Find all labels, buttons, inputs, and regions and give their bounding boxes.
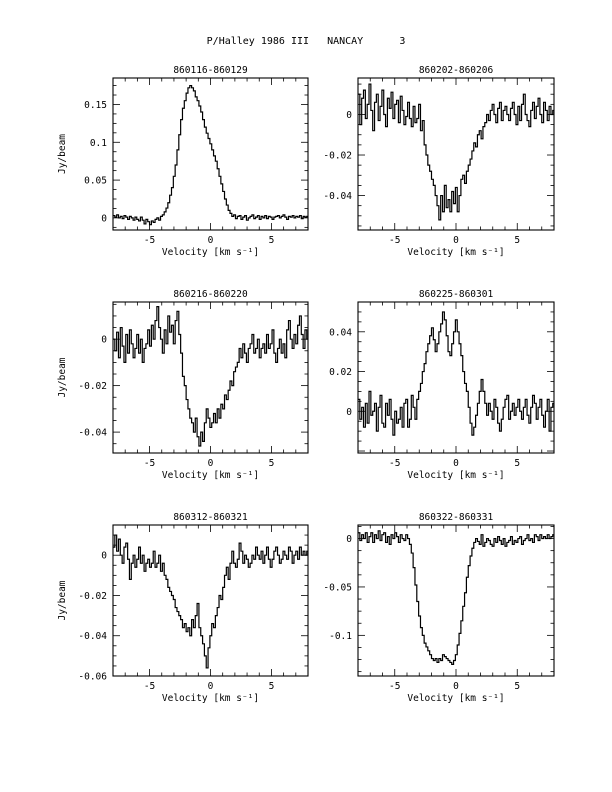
y-tick-label: -0.04	[323, 191, 352, 203]
spectrum-series	[358, 531, 555, 665]
chart-panel-4	[329, 289, 555, 481]
plot-frame	[113, 78, 308, 230]
x-axis-label: Velocity [km s⁻¹]	[161, 693, 260, 704]
x-tick-label: 5	[514, 458, 521, 469]
y-tick-label: 0	[101, 334, 107, 346]
x-axis-label: Velocity [km s⁻¹]	[407, 247, 505, 258]
y-tick-label: -0.02	[78, 381, 107, 393]
plot-frame	[113, 525, 308, 676]
spectrum-series	[113, 307, 309, 446]
y-tick-label: 0.1	[89, 137, 107, 149]
x-tick-label: 5	[268, 458, 275, 469]
chart-panel-5	[57, 512, 309, 704]
y-axis-label: Jy/beam	[57, 580, 68, 621]
y-tick-label: -0.05	[323, 582, 352, 594]
panel-title: 860202-860206	[418, 65, 494, 76]
page-title: P/Halley 1986 III NANCAY 3	[206, 36, 406, 47]
x-tick-label: -5	[389, 681, 401, 692]
x-tick-label: -5	[143, 458, 156, 469]
x-tick-label: 5	[514, 235, 521, 246]
chart-panel-3	[57, 289, 309, 481]
x-tick-label: -5	[389, 235, 401, 246]
x-tick-label: -5	[389, 458, 401, 469]
y-tick-label: 0	[101, 550, 107, 562]
x-tick-label: 0	[453, 458, 459, 469]
x-tick-label: 5	[268, 235, 275, 246]
x-axis-label: Velocity [km s⁻¹]	[407, 470, 505, 481]
x-tick-label: 0	[207, 458, 214, 469]
panel-title: 860225-860301	[418, 289, 494, 300]
y-tick-label: 0	[101, 213, 107, 225]
y-axis-label: Jy/beam	[57, 133, 68, 175]
spectrum-series	[358, 84, 555, 220]
y-tick-label: -0.1	[329, 630, 352, 642]
x-tick-label: 5	[268, 681, 275, 692]
y-tick-label: 0.02	[329, 367, 352, 379]
panel-title: 860312-860321	[173, 512, 248, 523]
spectrum-series	[358, 312, 555, 435]
chart-panel-2	[323, 65, 554, 258]
x-tick-label: 0	[207, 235, 214, 246]
x-axis-label: Velocity [km s⁻¹]	[161, 470, 260, 481]
chart-panel-1	[57, 65, 309, 258]
x-tick-label: 0	[207, 681, 214, 692]
plot-frame	[113, 302, 308, 453]
panel-title: 860216-860220	[173, 289, 248, 300]
x-tick-label: 5	[514, 681, 521, 692]
panel-title: 860322-860331	[418, 512, 494, 523]
y-tick-label: -0.06	[78, 671, 107, 683]
spectrum-series	[113, 86, 309, 225]
y-tick-label: 0	[346, 534, 352, 546]
x-tick-label: -5	[143, 681, 156, 692]
y-tick-label: 0.15	[84, 99, 107, 111]
x-tick-label: -5	[143, 235, 156, 246]
spectrum-series	[113, 535, 309, 668]
y-axis-label: Jy/beam	[57, 357, 68, 398]
y-tick-label: 0.04	[329, 327, 352, 339]
y-tick-label: 0.05	[84, 175, 107, 187]
y-tick-label: 0	[346, 109, 352, 121]
y-tick-label: 0	[346, 406, 352, 418]
panel-title: 860116-860129	[173, 65, 248, 76]
x-axis-label: Velocity [km s⁻¹]	[161, 247, 260, 258]
x-tick-label: 0	[453, 235, 459, 246]
x-axis-label: Velocity [km s⁻¹]	[407, 693, 505, 704]
chart-panel-6	[323, 512, 554, 704]
y-tick-label: -0.02	[78, 590, 107, 602]
y-tick-label: -0.04	[78, 427, 107, 439]
y-tick-label: -0.02	[323, 150, 352, 162]
y-tick-label: -0.04	[78, 631, 107, 643]
plot-frame	[358, 525, 554, 676]
x-tick-label: 0	[453, 681, 459, 692]
plot-frame	[358, 302, 554, 453]
